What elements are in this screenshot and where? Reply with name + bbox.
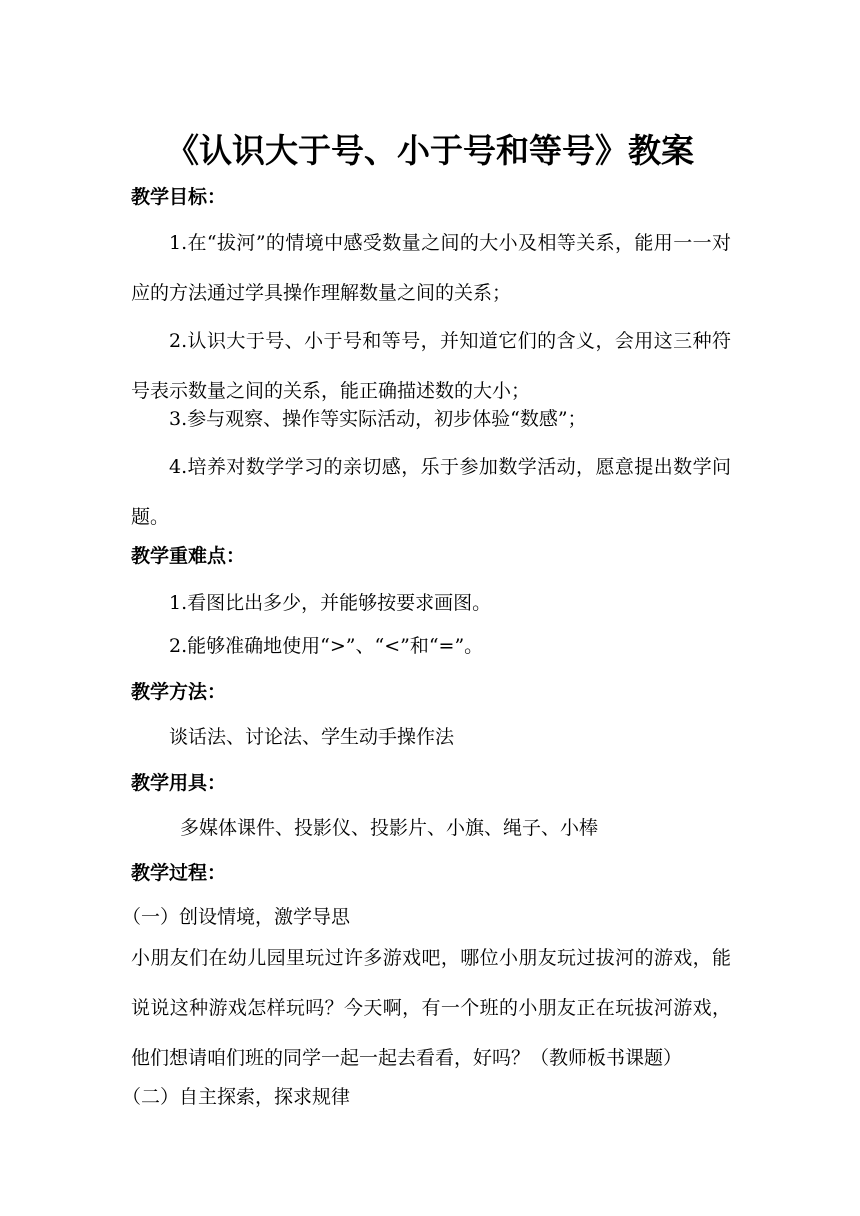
- process-step-2: （二）自主探索，探求规律: [122, 1086, 351, 1108]
- process-paragraph: 小朋友们在幼儿园里玩过许多游戏吧，哪位小朋友玩过拔河的游戏，能说说这种游戏怎样玩吗？今天啊，有一个班的小朋友正在玩拔河游戏，他们想请咱们班的同学一起一起去看看，好吗？（教师板书课题）: [131, 947, 731, 1069]
- process-heading: 教学过程：: [131, 862, 227, 884]
- objective-item-4: 4.培养对数学学习的亲切感，乐于参加数学活动，愿意提出数学问题。: [131, 456, 731, 528]
- tools-heading: 教学用具：: [131, 772, 227, 794]
- objective-item-1: 1.在“拔河”的情境中感受数量之间的大小及相等关系，能用一一对应的方法通过学具操作理解数量之间的关系；: [131, 232, 731, 304]
- methods-heading: 教学方法：: [131, 681, 227, 703]
- process-step-1: （一）创设情境，激学导思: [122, 906, 351, 928]
- keypoint-item-2: 2.能够准确地使用“>”、“<”和“=”。: [169, 635, 484, 657]
- keypoint-item-1: 1.看图比出多少，并能够按要求画图。: [169, 592, 492, 614]
- objective-item-2: 2.认识大于号、小于号和等号，并知道它们的含义，会用这三种符号表示数量之间的关系，能正确描述数的大小；: [131, 330, 731, 402]
- document-title: 《认识大于号、小于号和等号》教案: [166, 131, 694, 170]
- tools-text: 多媒体课件、投影仪、投影片、小旗、绳子、小棒: [180, 817, 599, 839]
- keypoints-heading: 教学重难点：: [131, 545, 246, 567]
- methods-text: 谈话法、讨论法、学生动手操作法: [169, 726, 455, 748]
- objective-item-3: 3.参与观察、操作等实际活动，初步体验“数感”；: [169, 408, 587, 430]
- objectives-heading: 教学目标：: [131, 186, 227, 208]
